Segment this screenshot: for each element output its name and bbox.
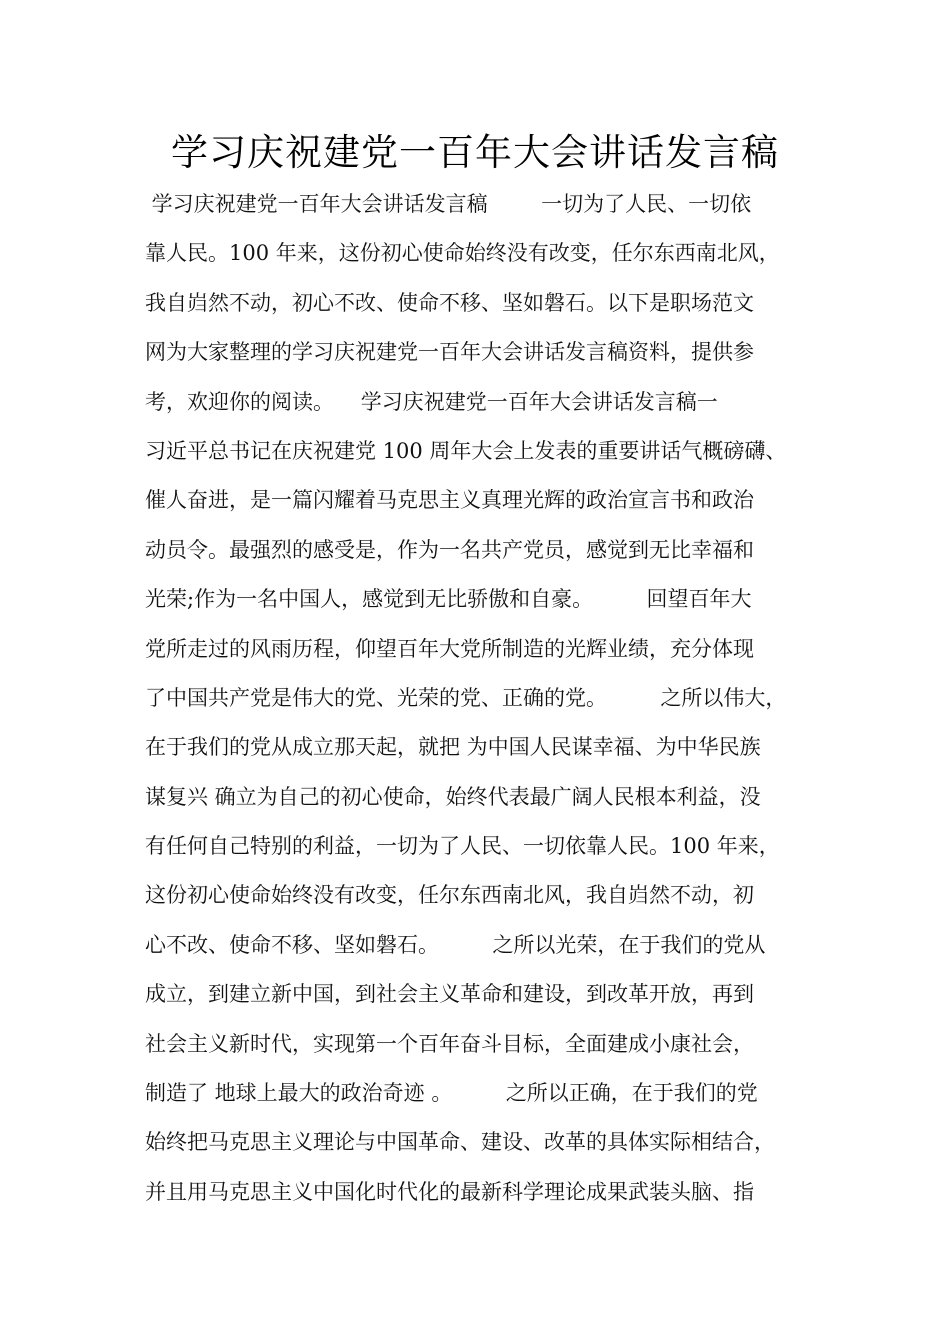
body-line: 靠人民。100 年来，这份初心使命始终没有改变，任尔东西南北风， [145, 241, 780, 266]
body-line: 考，欢迎你的阅读。 学习庆祝建党一百年大会讲话发言稿一 [145, 389, 718, 414]
body-line: 网为大家整理的学习庆祝建党一百年大会讲话发言稿资料，提供参 [145, 340, 754, 365]
body-line: 始终把马克思主义理论与中国革命、建设、改革的具体实际相结合， [145, 1130, 775, 1155]
body-line: 社会主义新时代，实现第一个百年奋斗目标，全面建成小康社会， [145, 1031, 754, 1056]
document-title: 学习庆祝建党一百年大会讲话发言稿 [171, 131, 779, 174]
body-line: 动员令。最强烈的感受是，作为一名共产党员，感觉到无比幸福和 [145, 537, 754, 562]
body-line: 这份初心使命始终没有改变，任尔东西南北风，我自岿然不动，初 [145, 883, 754, 908]
body-line: 我自岿然不动，初心不改、使命不移、坚如磐石。以下是职场范文 [145, 290, 754, 315]
body-line: 催人奋进，是一篇闪耀着马克思主义真理光辉的政治宣言书和政治 [145, 488, 754, 513]
body-line: 有任何自己特别的利益，一切为了人民、一切依靠人民。100 年来， [145, 834, 780, 859]
body-line: 心不改、使命不移、坚如磐石。 之所以光荣，在于我们的党从 [145, 932, 766, 957]
body-line: 学习庆祝建党一百年大会讲话发言稿 一切为了人民、一切依 [145, 192, 752, 216]
body-line: 了中国共产党是伟大的党、光荣的党、正确的党。 之所以伟大， [145, 685, 787, 710]
body-line: 制造了 地球上最大的政治奇迹 。 之所以正确，在于我们的党 [145, 1081, 758, 1106]
body-line: 在于我们的党从成立那天起，就把 为中国人民谋幸福、为中华民族 [145, 735, 761, 760]
body-line: 谋复兴 确立为自己的初心使命，始终代表最广阔人民根本利益，没 [145, 784, 761, 809]
body-line: 成立，到建立新中国，到社会主义革命和建设，到改革开放，再到 [145, 982, 754, 1007]
body-line: 习近平总书记在庆祝建党 100 周年大会上发表的重要讲话气概磅礴、 [145, 438, 787, 463]
document-body [145, 180, 825, 1217]
body-line: 并且用马克思主义中国化时代化的最新科学理论成果武装头脑、指 [145, 1179, 754, 1204]
body-line: 光荣;作为一名中国人，感觉到无比骄傲和自豪。 回望百年大 [145, 587, 752, 612]
body-line: 党所走过的风雨历程，仰望百年大党所制造的光辉业绩，充分体现 [145, 636, 754, 661]
